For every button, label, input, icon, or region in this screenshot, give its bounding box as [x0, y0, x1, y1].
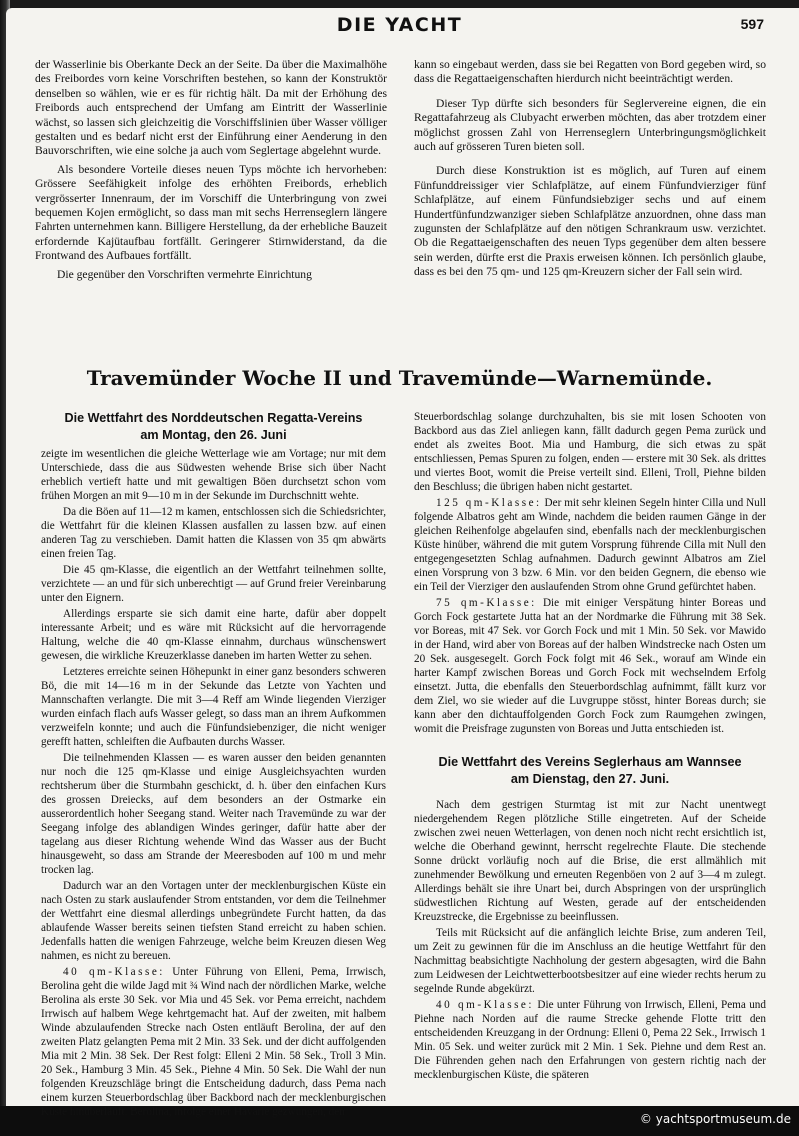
- class-40-report: [41, 965, 386, 1119]
- paragraph: Nach dem gestrigen Sturmtag ist mit zur Nacht unentwegt niedergehendem Regen plötzliche Stille eingetreten. Auf der Scheide zwischen zwei neuen Wetterlagen, von denen noch nicht recht ersichtlich ist, welche die Oberhand gewinnt, herrscht regelrechte Flaute. Die stechende Sonne drückt vorläufig noch auf die Brise, die erst allmählich mit zunehmender Bewölkung und erneuten Regenböen von 2 auf 3—4 m zulegt. Allerdings behält sie ihre Unart bei, durch Abspringen von der ursprünglich südwestlichen Richtung auf Westen, gerade auf der entscheidenden Kreuzstrecke, die Ergebnisse zu beeinflussen.: [414, 799, 766, 923]
- running-title: DIE YACHT: [336, 14, 463, 36]
- paragraph: Da die Böen auf 11—12 m kamen, entschlossen sich die Schiedsrichter, die Wettfahrt für die kleinen Klassen ausfallen zu lassen bzw. auf einen anderen Tag zu verschieben. Damit hatten die Klassen von 35 qm abwärts einen freien Tag.: [41, 506, 386, 560]
- class-125-report: [414, 496, 766, 594]
- paragraph: Allerdings ersparte sie sich damit eine harte, dafür aber doppelt interessante Arbeit; und es wäre mit Rücksicht auf die hervorragende Haltung, welche die 40 qm-Klasse einnahm, durchaus wünschenswert gewesen, die wirkliche Kreuzerklasse daneben im harten Wetter zu sehen.: [41, 608, 386, 662]
- paragraph: Als besondere Vorteile dieses neuen Typs möchte ich hervorheben: Grössere Seefähigkeit infolge des erhöhten Freibords, erheblich vergrösserter Innenraum, der im Vorschiff die Unterbringung von zwei bequemen Kojen ermöglicht, so dass man mit sechs Herrenseglern längere Fahrten unternehmen kann. Billigere Herstellung, da der erhebliche Bauzeit erfordernde Kajütaufbau fortfällt. Geringerer Stirnwiderstand, da die Frontwand des Aufbaues fortfällt.: [35, 162, 387, 263]
- paragraph: Die teilnehmenden Klassen — es waren ausser den beiden genannten nur noch die 125 qm-Klasse und einige Ausgleichsyachten wurden rechtsherum über die Sturmbahn geschickt, d. h. über den einfachen Kurs des grossen Dreiecks, auf dem besonders an der Ostmarke ein ausserordentlich hoher Seegang stand. Weiter nach Travemünde zu war der Seegang infolge des ablandigen Windes geringer, dafür hatte aber der tagelang aus dieser Richtung wehende Wind das Wasser aus der Bucht hinausgeweht, so dass am Strande der Meeresboden auf 100 m und mehr trocken lag.: [41, 752, 386, 876]
- class-text: Der mit sehr kleinen Segeln hinter Cilla und Null folgende Albatros geht am Winde, nachdem die beiden raumen Gänge in der gleichen Reihenfolge abgelaufen sind, ebenfalls nach der mecklenburgischen Küste hinüber, während die mit gutem Vorsprung führende Cilla mit Null den entgegengesetzten Schlag aufnahmen. Dadurch gewinnt Albatros am Ziel einen Vorsprung von 3 bzw. 6 Min. vor den beiden Gegnern, die ebenso wie ein Teil der Vierziger den auslaufenden Strom ohne Grund gefürchtet haben.: [414, 497, 766, 593]
- paragraph: kann so eingebaut werden, dass sie bei Regatten von Bord gegeben wird, so dass die Regattaeigenschaften hierdurch nicht beeinträchtigt werden.: [414, 58, 766, 86]
- paragraph: Die gegenüber den Vorschriften vermehrte Einrichtung: [57, 267, 312, 281]
- top-right-column: [414, 58, 766, 284]
- class-text: Die unter Führung von Irrwisch, Elleni, Pema und Piehne nach Norden auf die raume Strecke gehende Flotte tritt den entscheidenden Kreuzgang in der Ordnung: Elleni 0, Pema 22 Sek., Irrwisch 1 Min. 05 Sek. und weiter zurück mit 2 Min. 1 Sek. Piehne und dem Rest an. Die Führenden gehen nach den Erfahrungen von gestern richtig nach der mecklenburgischen Küste, die späteren: [414, 999, 766, 1081]
- article-right-column: [414, 410, 766, 1084]
- top-left-column: [35, 58, 387, 286]
- section-heading-norddeutscher-regatta-verein: [41, 410, 386, 444]
- paragraph: Steuerbordschlag solange durchzuhalten, bis sie mit losen Schooten von Backbord aus das Ziel anliegen kann, fällt dadurch gegen Pema zurück und endet als zweites Boot. Mia und Hamburg, die sich etwas zu spät entschliessen, Pemas Spuren zu folgen, enden — erstere mit 30 Sek. als drittes und viertes Boot, womit die Preise verteilt sind. Elleni, Troll, Piehne bilden den Beschluss; die übrigen haben nicht gestartet.: [414, 411, 767, 493]
- page-number: 597: [740, 16, 764, 32]
- paragraph: Letzteres erreichte seinen Höhepunkt in einer ganz besonders schweren Bö, die mit 14—16 m in der Sekunde das Letzte von Yachten und Mannschaften verlangte. Die mit 3—4 Reff am Winde liegenden Vierziger wurden einfach flach aufs Wasser gelegt, so dass man an ihrem Aufkommen verzweifeln konnte; und auch die Fünfundsiebenziger, die nicht weniger gerefft hatten, schleiften die Aufbauten durchs Wasser.: [41, 666, 386, 748]
- heading-line: Die Wettfahrt des Vereins Seglerhaus am Wannsee: [438, 755, 742, 769]
- article-left-column: [41, 410, 386, 1121]
- section-heading-seglerhaus-wannsee: [414, 754, 766, 788]
- paragraph: der Wasserlinie bis Oberkante Deck an der Seite. Da über die Maximalhöhe des Freibordes vorn keine Vorschriften bestehen, so kann der Konstruktör denselben so wählen, wie er es für richtig hält. Da mit der Erhöhung des Freibords auch entsprechend der Umfang am Eintritt der Wasserlinie wächst, so lassen sich gleichzeitig die Vorschiffslinien über Wasser völliger gestalten und es bedarf nicht erst der Einführung einer Aenderung in den Bauvorschriften, wie eine solche ja auch vom Seglertage abgelehnt wurde.: [35, 58, 387, 158]
- paragraph: zeigte im wesentlichen die gleiche Wetterlage wie am Vortage; nur mit dem Unterschiede, dass die aus Südwesten wehende Brise sich über Nacht erheblich vertieft hatte und mit gewaltigen Böen durchsetzt schon vom frühen Morgen an mit 9—10 m in der Sekunde im Durchschnitt wehte.: [41, 448, 386, 502]
- copyright-watermark: © yachtsportmuseum.de: [639, 1112, 791, 1126]
- class-text: Die mit einiger Verspätung hinter Boreas und Gorch Fock gestartete Jutta hat an der Nordmarke die Führung mit 38 Sek. vor Boreas, mit 47 Sek. vor Gorch Fock und mit 1 Min. 50 Sek. vor Mawido in der Hand, wird aber von Boreas auf der halben Windstrecke nach Osten um 20 Sek. ausgesegelt. Gorch Fock folgt mit 46 Sek., worauf am Winde ein harter Kampf zwischen Boreas und Gorch Fock mit wechselndem Erfolg einsetzt. Jutta, die ebenfalls den Steuerbordschlag aufnimmt, fällt kurz vor dem Ziel, wo sie wieder auf die Luvgruppe stösst, hinter Boreas durch; sie kann aber den dichtauffolgenden Gorch Fock zum Raumgehen zwingen, womit die Preisfrage zugunsten von Boreas und Jutta entschieden ist.: [414, 597, 766, 735]
- page-header: [0, 14, 799, 38]
- class-label: 125 qm-Klasse:: [436, 497, 542, 509]
- class-text: Unter Führung von Elleni, Pema, Irrwisch, Berolina geht die wilde Jagd mit ¾ Wind nach der nördlichen Marke, welche Berolina als erste 30 Sek. vor Mia und 45 Sek. vor Pema erreicht, nachdem Irrwisch auf halbem Wege kehrtgemacht hat. Auf der zweiten, mit halbem Winde abzulaufenden Strecke nach Osten entläuft Berolina, der auf den zweiten Platz gelangten Pema mit 2 Min. 33 Sek. und der dicht auffolgenden Mia mit 2 Min. 38 Sek. Der Rest folgt: Elleni 2 Min. 58 Sek., Troll 3 Min. 20 Sek., Hamburg 3 Min. 45 Sek., Piehne 4 Min. 50 Sek. Die Wahl der nun folgenden Kreuzschläge bringt die Entscheidung dadurch, dass Pema nach einem kurzen Steuerbordschlag über Backbord nach der mecklenburgischen Küste hinüberläuft. Berolina, infolge einer Havarie gezwungen, den: [41, 966, 386, 1118]
- class-label: 75 qm-Klasse:: [436, 597, 537, 609]
- paragraph: Dieser Typ dürfte sich besonders für Seglervereine eignen, die ein Regattafahrzeug als Clubyacht erwerben möchten, das aber trotzdem einer möglichst grossen Zahl von Herrenseglern Unterbringungsmöglichkeit auch auf grösseren Turen bieten soll.: [414, 96, 766, 154]
- class-75-report: [414, 596, 766, 736]
- paragraph: Dadurch war an den Vortagen unter der mecklenburgischen Küste ein nach Osten zu stark auslaufender Strom entstanden, vor dem die Teilnehmer der Wettfahrt eine diesmal allerdings unbegründete Furcht hatten, da das ablaufende Wasser bereits seinen tiefsten Stand erreicht zu haben schien. Jedenfalls hatten die wenigen Fahrzeuge, welche beim Kreuzen diesen Weg nahmen, es nicht zu bereuen.: [41, 880, 386, 962]
- article-title: Travemünder Woche II und Travemünde—Warnemünde.: [86, 366, 713, 390]
- class-40-report: [414, 998, 766, 1082]
- heading-line: am Montag, den 26. Juni: [140, 428, 287, 442]
- paragraph: Durch diese Konstruktion ist es möglich, auf Turen auf einem Fünfunddreissiger vier Schlafplätze, auf einem Fünfundvierziger fünf Schlafplätze, auf einem Fünfundsiebziger sechs und auf einem Hundertfünfundzwanziger sieben Schlafplätze anzuordnen, ohne dass man zugunsten der Schlafplätze auf den nötigen Schrankraum usw. verzichtet. Ob die Regattaeigenschaften des neuen Typs gegenüber dem alten bessere sein werden, dürfte erst die Praxis erweisen können. Ich persönlich glaube, dass es bei den 75 qm- und 125 qm-Kreuzern sicher der Fall sein wird.: [414, 164, 766, 279]
- paragraph: Die 45 qm-Klasse, die eigentlich an der Wettfahrt teilnehmen sollte, verzichtete — an und für sich unberechtigt — auf Grund freier Vereinbarung unter den Eignern.: [41, 564, 386, 604]
- paragraph: Teils mit Rücksicht auf die anfänglich leichte Brise, zum anderen Teil, um Zeit zu gewinnen für die im Anschluss an die heutige Wettfahrt für den Nachmittag beabsichtigte Nachholung der gestern abgesagten, wird die Bahn zum Leidwesen der Leichtwetterbootsbesitzer auf eine wieder rechts herum zu segelnde Runde abgekürzt.: [414, 927, 766, 995]
- class-label: 40 qm-Klasse:: [436, 999, 535, 1011]
- heading-line: Die Wettfahrt des Norddeutschen Regatta-Vereins: [64, 411, 363, 425]
- heading-line: am Dienstag, den 27. Juni.: [510, 772, 670, 786]
- class-label: 40 qm-Klasse:: [63, 966, 165, 978]
